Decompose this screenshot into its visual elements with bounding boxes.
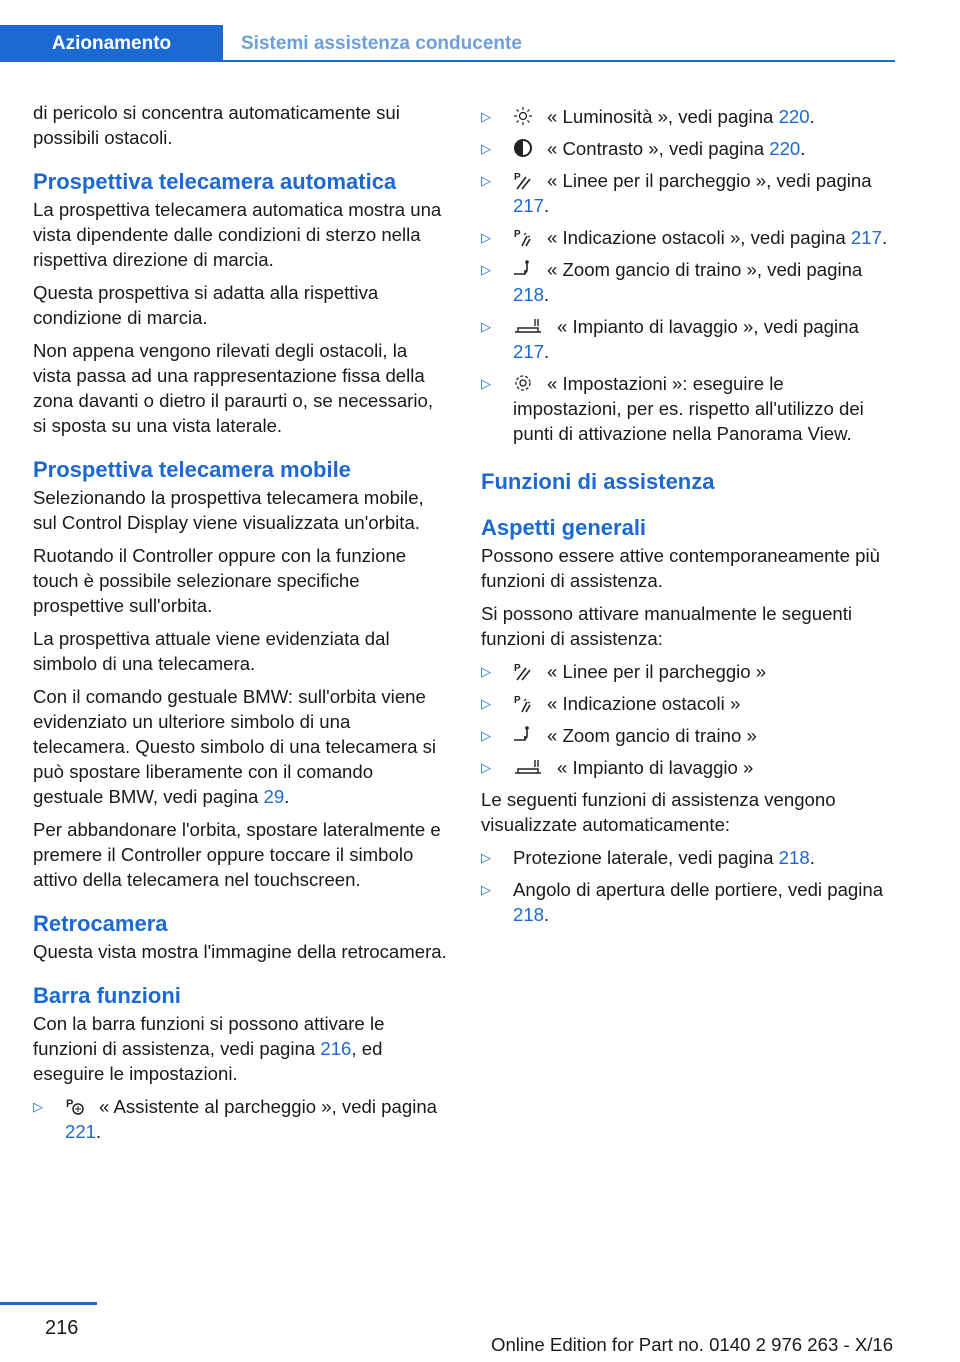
- list-item: ▷ P « Linee per il parcheggio », vedi pagina 217.: [481, 170, 872, 216]
- page-link[interactable]: 221: [65, 1121, 97, 1142]
- svg-text:P: P: [514, 695, 521, 706]
- list-item: [481, 371, 896, 446]
- list-item-text: « Zoom gancio di traino », vedi pagina: [547, 259, 863, 280]
- list-item: [481, 723, 896, 748]
- trailer-hitch-zoom-icon: [513, 725, 533, 745]
- list-item-text: « Indicazione ostacoli »: [547, 693, 741, 714]
- list-item-text: « Zoom gancio di traino »: [547, 725, 757, 746]
- paragraph: [33, 1011, 448, 1086]
- page-link[interactable]: 218: [778, 847, 810, 868]
- paragraph: Con il comando gestuale BMW: sull'orbita viene evidenziato un ulteriore simbolo di una telecamera. Questo simbolo di una telecamera si può spostare liberamente con il comando gestuale BMW, vedi pagina 29.: [33, 686, 437, 807]
- bullet-triangle-icon: ▷: [481, 319, 491, 334]
- page-link[interactable]: 220: [778, 106, 810, 127]
- paragraph: Possono essere attive contemporaneamente più funzioni di assistenza.: [481, 545, 880, 591]
- list-item: ▷ P « Indicazione ostacoli », vedi pagina 217.: [481, 227, 888, 248]
- paragraph: Per abbandonare l'orbita, spostare lateralmente e premere il Controller oppure toccare il simbolo attivo della telecamera nel touchscreen.: [33, 819, 441, 890]
- bullet-list-manual: [481, 659, 896, 780]
- list-item-text: Protezione laterale, vedi pagina: [513, 847, 774, 868]
- heading-aspetti-generali: Aspetti generali: [481, 515, 647, 540]
- list-item: [481, 755, 896, 780]
- list-item: ▷ « Zoom gancio di traino », vedi pagina 218.: [481, 259, 863, 305]
- bullet-triangle-icon: ▷: [481, 882, 491, 897]
- list-item-text: « Impianto di lavaggio »: [557, 757, 754, 778]
- parking-lines-icon: [513, 661, 533, 681]
- list-item: [481, 691, 896, 716]
- edition-note: Online Edition for Part no. 0140 2 976 263 - X/16: [491, 1334, 894, 1355]
- bullet-triangle-icon: ▷: [481, 760, 491, 775]
- paragraph: La prospettiva telecamera automatica mostra una vista dipendente dalle condizioni di sterzo nella rispettiva direzione di marcia.: [33, 199, 442, 270]
- bullet-triangle-icon: ▷: [481, 230, 491, 245]
- heading-mobile-perspective: Prospettiva telecamera mobile: [33, 457, 351, 482]
- list-item-text: « Impostazioni »: eseguire le impostazioni, per es. rispetto all'utilizzo dei punti di attivazione nella Panorama View.: [513, 373, 864, 444]
- list-item-text: « Indicazione ostacoli », vedi pagina: [547, 227, 846, 248]
- bullet-list-auto: [481, 845, 896, 927]
- bullet-triangle-icon: ▷: [481, 696, 491, 711]
- bullet-triangle-icon: ▷: [481, 141, 491, 156]
- list-item: ▷ « Contrasto », vedi pagina 220.: [481, 138, 806, 159]
- bullet-triangle-icon: ▷: [481, 728, 491, 743]
- paragraph: Questa vista mostra l'immagine della retrocamera.: [33, 941, 447, 962]
- list-item: [481, 659, 896, 684]
- svg-text:P: P: [514, 663, 521, 674]
- parking-assistant-icon: [65, 1096, 85, 1116]
- car-wash-icon: [513, 757, 543, 777]
- page-link[interactable]: 216: [320, 1038, 352, 1059]
- footer-divider: [0, 1302, 97, 1305]
- heading-funzioni-assistenza: Funzioni di assistenza: [481, 469, 715, 494]
- bullet-triangle-icon: ▷: [481, 109, 491, 124]
- page-header: [0, 0, 960, 64]
- paragraph: Questa prospettiva si adatta alla rispettiva condizione di marcia.: [33, 282, 379, 328]
- trailer-hitch-zoom-icon: [513, 259, 533, 279]
- bullet-triangle-icon: ▷: [481, 664, 491, 679]
- obstacle-indication-icon: [513, 227, 533, 247]
- bullet-triangle-icon: ▷: [481, 376, 491, 391]
- svg-text:P: P: [514, 229, 521, 240]
- page-link[interactable]: 218: [513, 904, 545, 925]
- bullet-triangle-icon: ▷: [481, 173, 491, 188]
- bullet-triangle-icon: ▷: [481, 850, 491, 865]
- page-link[interactable]: 217: [850, 227, 882, 248]
- heading-retrocamera: Retrocamera: [33, 911, 168, 936]
- heading-barra-funzioni: Barra funzioni: [33, 983, 181, 1008]
- page-link[interactable]: 217: [513, 195, 545, 216]
- paragraph: La prospettiva attuale viene evidenziata dal simbolo di una telecamera.: [33, 628, 390, 674]
- header-divider: [0, 60, 895, 62]
- paragraph-text: Con la barra funzioni si possono attivare le funzioni di assistenza, vedi pagina: [33, 1013, 385, 1059]
- svg-text:P: P: [66, 1098, 74, 1110]
- paragraph: Le seguenti funzioni di assistenza vengono visualizzate automaticamente:: [481, 789, 836, 835]
- list-item-text: Angolo di apertura delle portiere, vedi pagina: [513, 879, 884, 900]
- list-item-text: « Contrasto », vedi pagina: [547, 138, 765, 159]
- page-number: 216: [45, 1317, 79, 1339]
- bullet-triangle-icon: ▷: [33, 1099, 43, 1114]
- parking-lines-icon: [513, 170, 533, 190]
- bullet-triangle-icon: ▷: [481, 262, 491, 277]
- list-item-text: « Linee per il parcheggio », vedi pagina: [547, 170, 872, 191]
- settings-gear-icon: [513, 373, 533, 393]
- paragraph: Selezionando la prospettiva telecamera mobile, sul Control Display viene visualizzata un'orbita.: [33, 487, 424, 533]
- list-item: ▷ Angolo di apertura delle portiere, vedi pagina 218.: [481, 879, 884, 925]
- svg-text:P: P: [514, 172, 521, 183]
- paragraph-text: Con il comando gestuale BMW: sull'orbita viene evidenziato un ulteriore simbolo di una telecamera. Questo simbolo di una telecamera si può spostare liberamente con il comando gestuale BMW, vedi pagina: [33, 686, 437, 807]
- paragraph: Si possono attivare manualmente le seguenti funzioni di assistenza:: [481, 603, 853, 649]
- list-item-text: « Impianto di lavaggio », vedi pagina: [557, 316, 859, 337]
- heading-auto-perspective: Prospettiva telecamera automatica: [33, 169, 397, 194]
- page-link[interactable]: 220: [769, 138, 801, 159]
- bullet-list-settings: [481, 104, 896, 446]
- left-column: [33, 100, 448, 1151]
- list-item-text: « Luminosità », vedi pagina: [547, 106, 774, 127]
- page-link[interactable]: 29: [263, 786, 285, 807]
- list-item: ▷ P « Assistente al parcheggio », vedi pagina 221.: [33, 1096, 438, 1142]
- tab-sistemi-assistenza[interactable]: Sistemi assistenza conducente: [241, 32, 522, 54]
- paragraph: di pericolo si concentra automaticamente sui possibili ostacoli.: [33, 102, 400, 148]
- list-item-text: « Assistente al parcheggio », vedi pagina: [99, 1096, 438, 1117]
- paragraph: Ruotando il Controller oppure con la funzione touch è possibile selezionare specifiche prospettive sull'orbita.: [33, 545, 407, 616]
- list-item: ▷ Protezione laterale, vedi pagina 218.: [481, 847, 815, 868]
- page-link[interactable]: 217: [513, 341, 545, 362]
- tab-azionamento[interactable]: Azionamento: [0, 25, 223, 62]
- brightness-icon: [513, 106, 533, 126]
- obstacle-indication-icon: [513, 693, 533, 713]
- bullet-list: [33, 1094, 448, 1144]
- paragraph: Non appena vengono rilevati degli ostacoli, la vista passa ad una rappresentazione fissa della zona davanti o dietro il paraurti o, se necessario, si sposta su una vista laterale.: [33, 340, 433, 436]
- page-link[interactable]: 218: [513, 284, 545, 305]
- paragraph-text: , ed eseguire le impostazioni.: [33, 1038, 383, 1084]
- right-column: [481, 100, 896, 934]
- car-wash-icon: [513, 316, 543, 336]
- list-item: ▷ « Impianto di lavaggio », vedi pagina 217.: [481, 316, 859, 362]
- list-item-text: « Linee per il parcheggio »: [547, 661, 767, 682]
- list-item: ▷ « Luminosità », vedi pagina 220.: [481, 106, 815, 127]
- contrast-icon: [513, 138, 533, 158]
